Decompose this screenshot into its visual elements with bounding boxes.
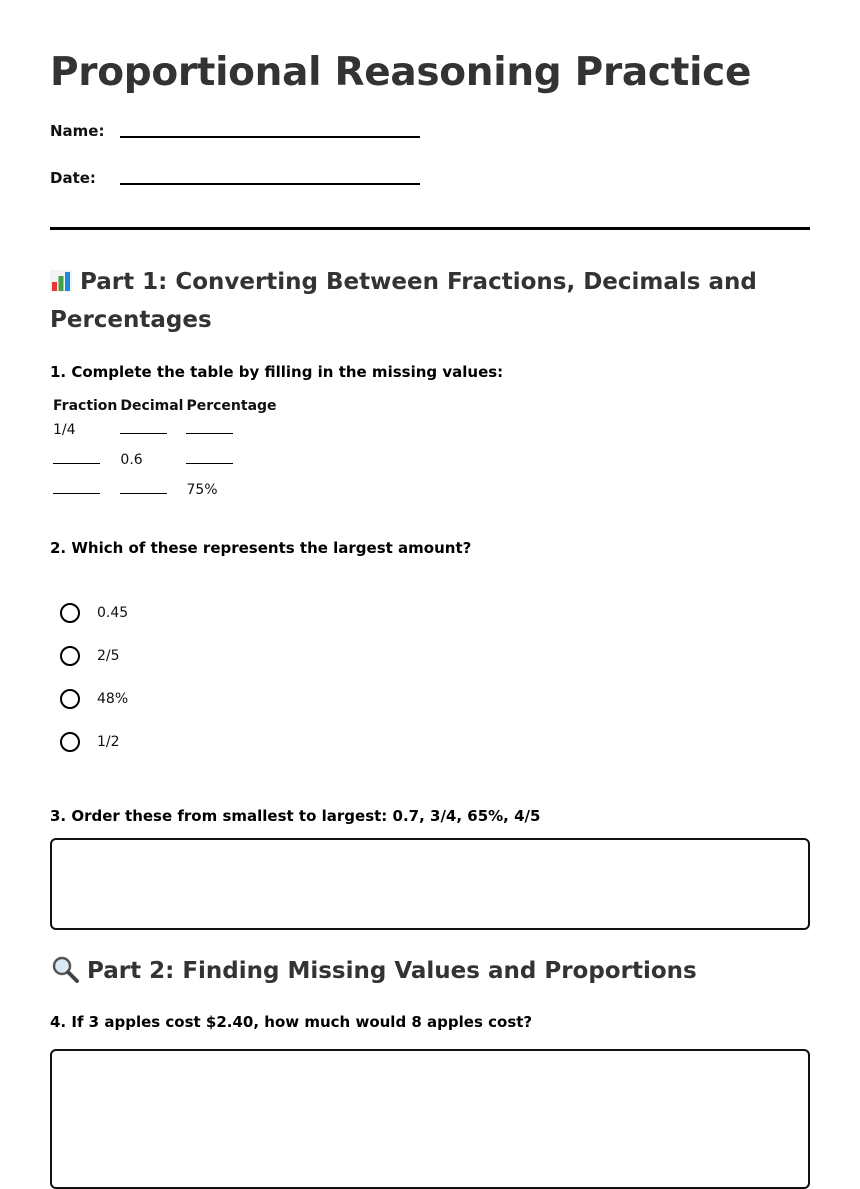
question-4: 4. If 3 apples cost $2.40, how much would 8 apples cost? <box>50 1013 533 1031</box>
radio-button[interactable] <box>60 646 80 666</box>
option-0-45[interactable] <box>60 603 128 623</box>
table-cell: 75% <box>186 482 218 498</box>
part1-heading-line1: Part 1: Converting Between Fractions, Decimals and <box>80 269 757 295</box>
date-label: Date: <box>50 169 96 187</box>
table-row <box>53 422 277 452</box>
col-header-decimal: Decimal <box>120 398 184 414</box>
table-row <box>53 452 277 482</box>
radio-button[interactable] <box>60 732 80 752</box>
question-2: 2. Which of these represents the largest amount? <box>50 539 472 557</box>
name-label: Name: <box>50 122 105 140</box>
table-cell-blank[interactable] <box>53 482 117 512</box>
question-4-answer-box[interactable] <box>50 1049 810 1189</box>
magnifying-glass-icon <box>50 955 80 983</box>
table-cell: 1/4 <box>53 422 76 438</box>
table-cell-blank[interactable] <box>53 452 117 482</box>
option-48-percent[interactable] <box>60 689 128 709</box>
table-header-row <box>53 398 277 422</box>
question-1: 1. Complete the table by filling in the missing values: <box>50 363 504 381</box>
option-label: 2/5 <box>97 648 120 664</box>
option-label: 0.45 <box>97 605 129 621</box>
option-1-2[interactable] <box>60 732 120 752</box>
col-header-fraction: Fraction <box>53 398 118 414</box>
option-label: 1/2 <box>97 734 120 750</box>
part2-heading <box>50 952 697 990</box>
table-cell-blank[interactable] <box>186 452 276 482</box>
table-cell-blank[interactable] <box>120 482 183 512</box>
option-2-5[interactable] <box>60 646 120 666</box>
question-3: 3. Order these from smallest to largest: 0.7, 3/4, 65%, 4/5 <box>50 807 541 825</box>
part1-heading <box>50 263 757 339</box>
radio-button[interactable] <box>60 603 80 623</box>
bar-chart-icon <box>50 270 72 292</box>
table-cell-blank[interactable] <box>120 422 183 452</box>
part2-heading-text: Part 2: Finding Missing Values and Proportions <box>87 958 697 984</box>
table-row <box>53 482 277 512</box>
date-field <box>50 169 96 187</box>
question-3-answer-box[interactable] <box>50 838 810 930</box>
date-input-line[interactable] <box>120 183 420 185</box>
table-cell-blank[interactable] <box>186 422 276 452</box>
page-title: Proportional Reasoning Practice <box>50 50 752 95</box>
header-divider <box>50 227 810 230</box>
col-header-percentage: Percentage <box>186 398 277 414</box>
table-cell: 0.6 <box>120 452 143 468</box>
conversion-table <box>50 398 280 512</box>
name-field <box>50 122 104 140</box>
option-label: 48% <box>97 691 129 707</box>
radio-button[interactable] <box>60 689 80 709</box>
part1-heading-line2: Percentages <box>50 307 212 333</box>
name-input-line[interactable] <box>120 136 420 138</box>
